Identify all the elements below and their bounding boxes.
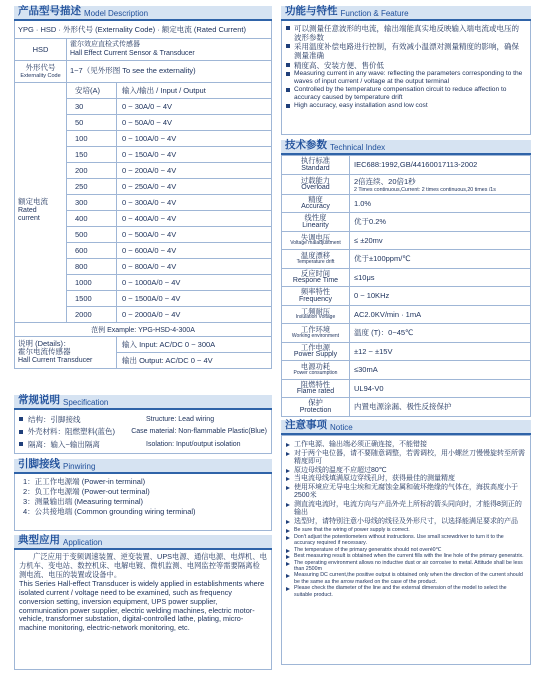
rated-io: 0 ~ 30A/0 ~ 4V [117,99,272,115]
notice-header [281,420,531,435]
tech-value-text: ≤10μs [354,272,375,282]
tech-value [350,361,531,380]
tech-key [282,305,350,324]
rated-ampere: 200 [67,163,117,179]
tech-row [282,287,531,306]
feature-item: High accuracy, easy installation asnd low cost [286,102,526,110]
tech-key [282,194,350,213]
tech-key-cn: 温度漂移 [300,251,331,261]
tech-key-en: Linearity [302,221,329,229]
rated-io: 0 ~ 150A/0 ~ 4V [117,147,272,163]
rated-io: 0 ~ 1500A/0 ~ 4V [117,291,272,307]
tech-key [282,361,350,380]
tech-value [350,398,531,417]
model-table [14,38,272,369]
notice-cn-list [286,441,526,526]
rated-ampere: 150 [67,147,117,163]
app-header-en: Application [63,538,103,547]
rated-io: 0 ~ 300A/0 ~ 4V [117,195,272,211]
rated-io: 0 ~ 500A/0 ~ 4V [117,227,272,243]
details-cell [15,337,117,369]
right-column [281,6,531,135]
tech-row [282,324,531,343]
hsd-cn: 霍尔效应直检式传感器 [70,41,140,49]
pin-header-en: Pinwiring [63,462,96,471]
tech-key-en: Overload [301,184,330,192]
tech-value [350,213,531,232]
rated-ampere: 400 [67,211,117,227]
rated-io: 0 ~ 2000A/0 ~ 4V [117,307,272,323]
tech-key-cn: 工作电源 [300,342,331,352]
tech-value-text: 温度 (T)：0~45℃ [354,328,414,338]
tech-key-cn: 反应时间 [300,268,331,278]
tech-key-en: Working environment [291,332,340,339]
tech-key [282,287,350,306]
io-column-header: 输入/输出 / Input / Output [117,83,272,99]
tech-key [282,174,350,194]
tech-key-cn: 过载能力 [300,175,331,185]
externality-value: 1~7（见外形图 To see the externality) [67,61,272,83]
rated-ampere: 50 [67,115,117,131]
tech-value [350,379,531,398]
tech-value-text: 2倍连续、20倍1秒 [354,176,416,186]
tech-value [350,156,531,175]
application-cn: 广泛应用于变频调速装置、逆变装置、UPS电源、通信电源、电焊机、电力机车、变电站、数控机床、电解电镀、微机监测、电网监控等需要隔离检测电流、电压的装置或设备中。 [19,552,267,579]
spec-item [19,438,267,451]
tech-value-text: UL94-V0 [354,383,384,393]
tech-key-en: Accuracy [301,203,330,211]
notice-cn-item: 工作电源、输出端必须正确连接，不能错接 [286,441,526,450]
rated-ampere: 30 [67,99,117,115]
tech-key [282,231,350,250]
pinwiring-header [14,459,272,474]
tech-key-cn: 保护 [308,398,323,408]
application-en: This Series Hall-effect Transducer is widely applied in establishments where isolated current / voltage need to be examined, such as frequency conversion setting, inversion equipment, UPS power supplier, communication power supplier, electric welding machines, electric motor-vehicle, transformer substation, digital-controlled lathe, plating, micro-machine monitoring, electric-network monitoring, etc. [19,579,265,632]
tech-key [282,324,350,343]
tech-value [350,287,531,306]
tech-key-en: Protection [299,406,332,414]
pinwiring-section [14,459,272,531]
notice-en-item: Be sure that the wiring of power supply is correct. [286,527,526,533]
pin-item: 3：测量输出端 (Measuring terminal) [23,497,144,507]
tech-key-cn: 精度 [308,194,323,204]
notice-en-item: Measuring DC current,the positive output is obtained only when the direction of the current should be the same as the arrow marked on the case of the product. [286,572,526,585]
ext-label-en: Externality Code [20,72,61,79]
app-header-cn: 典型应用 [18,534,60,546]
rated-io: 0 ~ 200A/0 ~ 4V [117,163,272,179]
tech-key [282,268,350,287]
notice-header-en: Notice [330,423,353,432]
notice-header-cn: 注意事项 [285,419,327,431]
tech-key-en: Temperature drift [296,258,335,265]
notice-body [281,435,531,665]
application-header [14,535,272,550]
tech-key-en: Power consumption [293,369,338,376]
tech-key [282,156,350,175]
model-description-header [14,6,272,21]
tech-value [350,174,531,194]
rated-ampere: 300 [67,195,117,211]
tech-key [282,250,350,269]
pin-item: 4：公共接地端 (Common grounding wiring terminal) [23,507,196,517]
rated-io: 0 ~ 600A/0 ~ 4V [117,243,272,259]
tech-key-en: Flame rated [296,388,335,396]
notice-cn-item: 选型时，请特别注意小母线的线径及外形尺寸，以选择能满足要求的产品 [286,518,526,527]
notice-cn-item: 使用环境应无导电尘埃和无腐蚀金属和破坏绝缘的气体在，海拔高度小于2500米 [286,484,526,501]
tech-row [282,213,531,232]
notice-en-item: Best measuring result is obtained when the current fills with the line hole of the primary generatrix. [286,553,526,559]
tech-value-text: 0 ~ 10KHz [354,291,390,301]
tech-value [350,342,531,361]
tech-row [282,174,531,194]
rated-ampere: 500 [67,227,117,243]
application-body [14,550,272,670]
notice-section [281,420,531,665]
notice-en-item: The operating environment allows no inductive dust or air corrosive to metal. Attitude shall be less than 2500m [286,560,526,573]
technical-header [281,140,531,155]
tech-key-cn: 阻燃特性 [300,379,331,389]
details-cn: 说明 (Details)： [18,338,71,348]
spec-item-en: Case material: Non-flammable Plastic(Blue) [131,428,267,436]
technical-table [281,155,531,417]
tech-key-en: Power Supply [293,351,338,359]
notice-en-list [286,527,526,598]
rated-io: 0 ~ 1000A/0 ~ 4V [117,275,272,291]
tech-value-text: 优于0.2% [354,217,387,227]
tech-value-text: AC2.0KV/min · 1mA [354,309,422,319]
pin-item: 2：负工作电源端 (Power-out terminal) [23,487,150,497]
notice-en-item: The temperature of the primary generatrix should not overé0℃ [286,547,526,553]
square-bullet-icon [19,417,23,421]
tech-key-cn: 线性度 [304,213,327,223]
feature-item: Measuring current in any wave: reflecting the parameters corresponding to the waves of input current / voltage at the output terminal [286,70,526,86]
rated-ampere: 100 [67,131,117,147]
tech-value-text: ≤ ±20mv [354,235,383,245]
feature-item: Controlled by the temperature compensation circuit to reduce affection to accuracy caused by temperature drift [286,86,526,102]
rated-ampere: 800 [67,259,117,275]
rated-ampere: 600 [67,243,117,259]
feature-item: 采用温度补偿电路进行控制，有效减小温漂对测量精度的影响，确保测量准确 [286,42,526,60]
tech-row [282,194,531,213]
tech-key-cn: 工作环境 [300,325,331,335]
square-bullet-icon [19,442,23,446]
left-column [14,6,272,369]
tech-row [282,379,531,398]
pin-header-cn: 引脚接线 [18,458,60,470]
tech-key-cn: 电源功耗 [300,362,331,372]
specification-header [14,395,272,410]
tech-value-text: ±12 ~ ±15V [354,346,393,356]
spec-item-en: Structure: Lead wiring [146,415,215,423]
tech-key-en: Standard [301,164,330,172]
tech-key [282,379,350,398]
ext-label-cn: 外形代号 [25,63,56,73]
tech-row [282,231,531,250]
spec-header-en: Specification [63,398,109,407]
hsd-label: HSD [15,39,67,61]
ampere-column-header: 安培(A) [67,83,117,99]
tech-value [350,194,531,213]
tech-key [282,213,350,232]
tech-value-text: 内置电源涂漏、极性反接保护 [354,402,452,412]
spec-item-cn: 外壳材料：阻燃塑料(蓝色) [27,427,116,437]
rated-row [15,99,272,115]
tech-value-sub: 2 Times continuous,Current: 2 times continuous,20 times /1s [354,186,496,193]
notice-cn-item: 测直流电流时，电流方向与产品外壳上所标的箭头同向时，才能得8到正的输出 [286,501,526,518]
feature-list [281,21,531,135]
spec-item [19,413,267,426]
spec-item [19,426,267,439]
tech-row [282,250,531,269]
rated-ampere: 1000 [67,275,117,291]
specification-list [14,410,272,454]
tech-row [282,268,531,287]
rated-ampere: 1500 [67,291,117,307]
square-bullet-icon [19,430,23,434]
rated-en2: current [18,214,40,222]
specification-section [14,395,272,454]
tech-row [282,361,531,380]
tech-key-cn: 频率特性 [300,287,331,297]
rated-io: 0 ~ 50A/0 ~ 4V [117,115,272,131]
feature-header-en: Function & Feature [340,9,409,18]
notice-cn-item: 当电流母线填满原边穿线孔时，获得最佳的测量精度 [286,475,526,484]
model-header-en: Model Description [84,9,149,18]
pin-item: 1：正工作电源端 (Power-in terminal) [23,477,146,486]
details-cn2: 霍尔电流传感器 [18,347,71,357]
notice-cn-item: 原边母线的温度不应超过80℃ [286,467,526,476]
tech-key-cn: 工频耐压 [300,306,331,316]
pinwiring-list [14,474,272,531]
tech-header-en: Technical Index [330,143,386,152]
spec-item-cn: 隔离：输入~输出隔离 [28,439,100,449]
tech-key-cn: 执行标准 [300,156,331,166]
tech-value [350,305,531,324]
output-spec: 输出 Output: AC/DC 0 ~ 4V [117,353,272,369]
technical-section [281,140,531,417]
notice-cn-item: 对于两个电位器，请不要随意调整，若需调校，用小螺丝刀慢慢旋转至所需精度即可 [286,450,526,467]
spec-item-cn: 结构：引脚接线 [28,414,81,424]
tech-key-en: Voltage maladjustment [290,240,341,247]
tech-row [282,342,531,361]
details-en: Hall Current Transducer [18,357,93,365]
io-header-en: Input / Output [160,86,206,95]
notice-en-item: Please check the diameter of the line and the external dimension of the model to select the suitable product. [286,585,526,598]
rated-en1: Rated [18,206,37,214]
rated-io: 0 ~ 250A/0 ~ 4V [117,179,272,195]
rated-ampere: 2000 [67,307,117,323]
tech-value-text: IEC688:1992,GB/44160017113-2002 [354,160,478,170]
tech-key [282,398,350,417]
tech-value [350,324,531,343]
notice-en-item: Don't adjust the potentiometers without instructions. Use small screwdriver to turn it to the accuracy required if necessary. [286,534,526,547]
example-text: 范例 Example: YPG-HSD-4-300A [15,323,272,337]
tech-value-text: 1.0% [354,198,372,208]
tech-key-en: Frequency [298,295,333,303]
model-header-cn: 产品型号描述 [18,5,81,17]
externality-label [15,61,67,83]
feature-header-cn: 功能与特性 [285,5,338,17]
tech-row [282,305,531,324]
tech-value [350,250,531,269]
tech-value [350,231,531,250]
tech-key [282,342,350,361]
rated-cn: 额定电流 [18,196,48,206]
tech-value [350,268,531,287]
tech-value-text: ≤30mA [354,365,378,375]
feature-header [281,6,531,21]
input-spec: 输入 Input: AC/DC 0 ~ 300A [117,337,272,353]
tech-row [282,398,531,417]
spec-header-cn: 常规说明 [18,394,60,406]
feature-item: 精度高、安装方便、售价低 [286,61,526,70]
rated-io: 0 ~ 400A/0 ~ 4V [117,211,272,227]
rated-current-label [15,99,67,323]
rated-io: 0 ~ 800A/0 ~ 4V [117,259,272,275]
tech-key-en: Respone Time [292,277,339,285]
tech-key-cn: 失调电压 [300,232,331,242]
application-section [14,535,272,670]
tech-value-text: 优于±100ppm/℃ [354,254,411,264]
tech-row [282,156,531,175]
io-header-cn: 输入/输出 [122,86,155,95]
rated-ampere: 250 [67,179,117,195]
rated-io: 0 ~ 100A/0 ~ 4V [117,131,272,147]
tech-header-cn: 技术参数 [285,139,327,151]
hsd-en: Hall Effect Current Sensor & Transducer [70,49,195,57]
feature-item: 可以测量任意波形的电流，输出端能真实地反映输入端电流或电压的波形参数 [286,24,526,42]
hsd-description [67,39,272,61]
model-code-line: YPG · HSD · 外形代号 (Externality Code) · 额定电流 (Rated Current) [14,21,272,38]
tech-key-en: Insulation Voltage [295,314,336,321]
spec-item-en: Isolation: Input/output isolation [146,440,241,448]
